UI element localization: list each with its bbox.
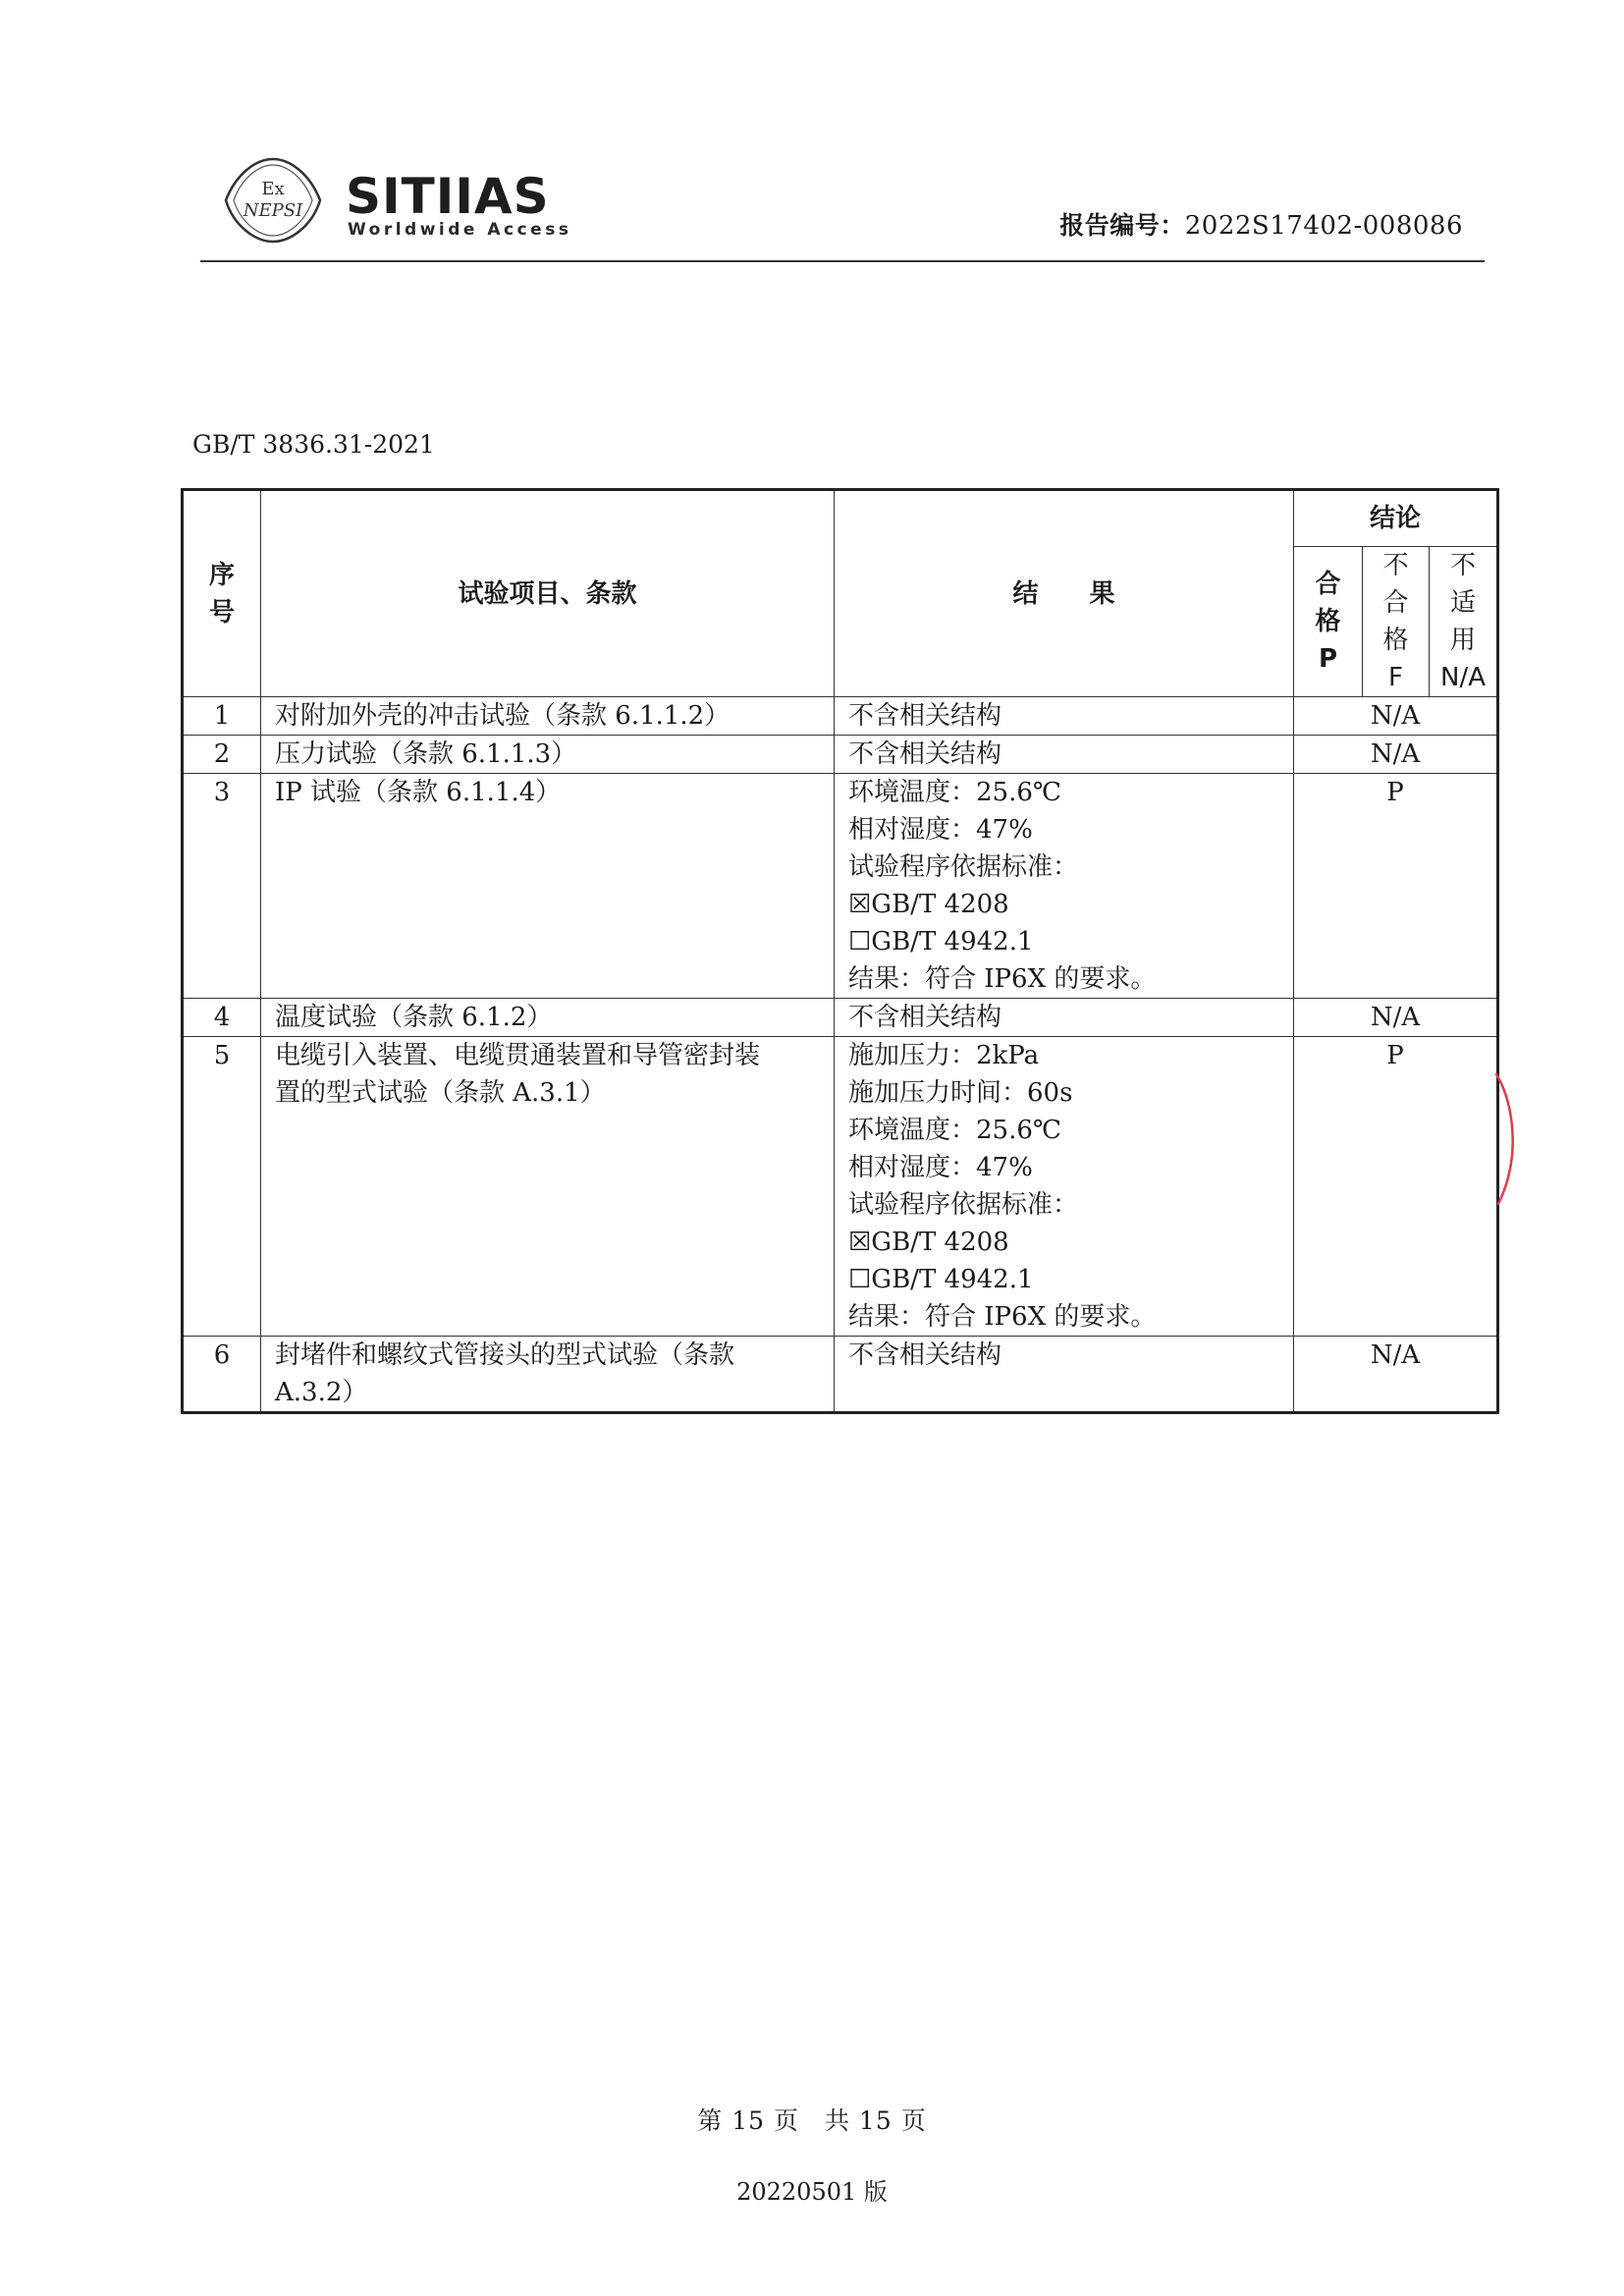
test-result-line: 结果：符合 IP6X 的要求。 [848,1302,1157,1332]
test-result [835,999,1294,1037]
test-item [261,774,835,999]
test-result-line: 不含相关结构 [848,1340,1002,1370]
table-row [183,999,1498,1037]
conclusion: N/A [1294,999,1498,1037]
row-number: 3 [183,774,261,999]
conclusion: P [1294,1037,1498,1337]
test-result-line: ☐GB/T 4942.1 [848,927,1034,957]
test-result-line: ☒GB/T 4208 [848,890,1009,919]
test-result-line: 施加压力时间：60s [848,1078,1073,1108]
test-item [261,697,835,736]
test-item-line: 电缆引入装置、电缆贯通装置和导管密封装 [275,1041,761,1070]
test-item [261,999,835,1037]
header-fail [1363,547,1430,697]
test-result [835,1337,1294,1413]
report-number-value: 2022S17402-008086 [1184,211,1463,241]
test-result-line: 环境温度：25.6℃ [848,778,1061,807]
row-number: 6 [183,1337,261,1413]
row-number: 1 [183,697,261,736]
table-row [183,736,1498,774]
test-result [835,736,1294,774]
header-fail-char: 格 [1382,626,1409,655]
report-number-label: 报告编号： [1059,211,1185,240]
test-result-line: 不含相关结构 [848,739,1002,769]
test-result-line: 不含相关结构 [848,1003,1002,1032]
header-item: 试验项目、条款 [261,490,835,697]
header-na-char: 用 [1450,626,1477,655]
brand-tagline: Worldwide Access [348,220,572,240]
header-na [1430,547,1498,697]
test-item [261,1337,835,1413]
red-pen-mark [1490,1070,1520,1208]
test-result [835,1037,1294,1337]
header-seq-char: 号 [208,597,235,628]
page-number: 第 15 页 共 15 页 [697,2106,927,2135]
test-result-line: ☐GB/T 4942.1 [848,1265,1034,1294]
test-item-line: 压力试验（条款 6.1.1.3） [275,739,577,769]
header-seq-char: 序 [208,560,235,590]
header-fail-char: 不 [1382,551,1409,580]
test-result [835,697,1294,736]
header-result: 结 果 [835,490,1294,697]
table-row [183,697,1498,736]
conclusion: N/A [1294,697,1498,736]
table-row [183,1037,1498,1337]
nepsi-name-text: NEPSI [243,200,303,221]
table-row [183,1337,1498,1413]
header-divider [200,260,1485,262]
row-number: 2 [183,736,261,774]
sitiias-logo [346,169,581,247]
test-result [835,774,1294,999]
test-item [261,1037,835,1337]
header-pass-char: P [1318,644,1338,674]
standard-number: GB/T 3836.31-2021 [192,430,435,459]
test-item-line: 对附加外壳的冲击试验（条款 6.1.1.2） [275,701,731,731]
test-results-table [181,488,1499,1414]
header-na-char: 不 [1450,551,1477,580]
test-result-line: 试验程序依据标准： [848,852,1079,882]
row-number: 4 [183,999,261,1037]
nepsi-ex-text: Ex [261,179,285,199]
test-result-line: 施加压力：2kPa [848,1041,1040,1070]
header-conclusion: 结论 [1294,490,1498,547]
conclusion: N/A [1294,736,1498,774]
test-item [261,736,835,774]
test-item-line: 封堵件和螺纹式管接头的型式试验（条款 [275,1340,735,1370]
header-seq [183,490,261,697]
test-result-line: ☒GB/T 4208 [848,1228,1009,1257]
test-item-line: 温度试验（条款 6.1.2） [275,1003,553,1032]
header-fail-char: 合 [1382,588,1409,618]
conclusion: N/A [1294,1337,1498,1413]
conclusion: P [1294,774,1498,999]
header-pass-char: 格 [1315,607,1341,636]
row-number: 5 [183,1037,261,1337]
test-result-line: 不含相关结构 [848,701,1002,731]
nepsi-logo [222,155,324,246]
report-number [1059,206,1463,242]
test-result-line: 结果：符合 IP6X 的要求。 [848,964,1157,994]
test-result-line: 相对湿度：47% [848,1153,1033,1182]
table-row [183,774,1498,999]
test-item-line: 置的型式试验（条款 A.3.1） [275,1078,606,1108]
brand-name: SITIIAS [346,168,550,225]
header-pass-char: 合 [1315,570,1341,599]
header-na-char: N/A [1440,663,1487,692]
version-label: 20220501 版 [736,2178,888,2206]
header-fail-char: F [1388,663,1403,692]
test-result-line: 试验程序依据标准： [848,1190,1079,1220]
header-pass [1294,547,1363,697]
header-na-char: 适 [1450,588,1477,618]
test-result-line: 相对湿度：47% [848,815,1033,845]
test-item-line: A.3.2） [275,1378,368,1407]
test-item-line: IP 试验（条款 6.1.1.4） [275,778,562,807]
test-result-line: 环境温度：25.6℃ [848,1116,1061,1145]
